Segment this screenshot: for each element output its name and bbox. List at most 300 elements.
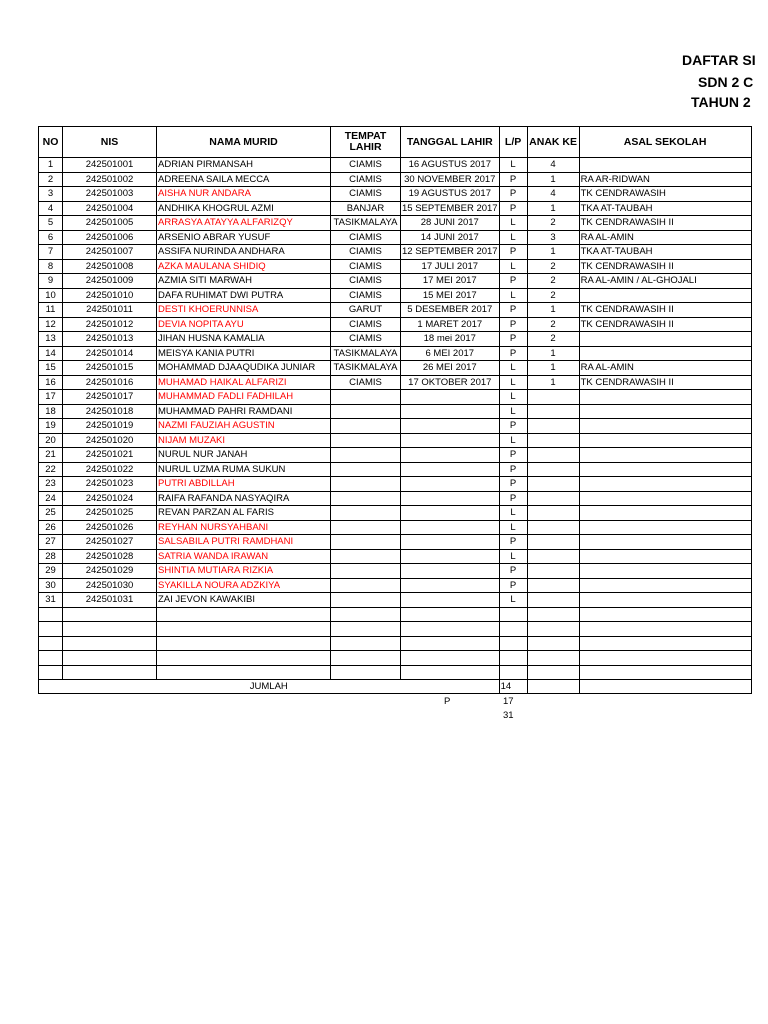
cell-nama: SATRIA WANDA IRAWAN	[157, 549, 331, 564]
empty-cell	[39, 636, 63, 651]
cell-tanggal-lahir: 17 OKTOBER 2017	[401, 375, 500, 390]
cell-lp: P	[499, 477, 527, 492]
empty-cell	[527, 651, 579, 666]
empty-cell	[331, 665, 401, 680]
empty-cell	[579, 651, 751, 666]
cell-asal-sekolah	[579, 593, 751, 608]
cell-tanggal-lahir: 16 AGUSTUS 2017	[401, 158, 500, 173]
table-row	[39, 201, 752, 216]
cell-nis: 242501025	[63, 506, 157, 521]
table-row	[39, 346, 752, 361]
cell-asal-sekolah	[579, 506, 751, 521]
cell-no: 2	[39, 172, 63, 187]
cell-anak-ke	[527, 564, 579, 579]
cell-nama: SYAKILLA NOURA ADZKIYA	[157, 578, 331, 593]
cell-no: 31	[39, 593, 63, 608]
empty-cell	[157, 651, 331, 666]
cell-no: 3	[39, 187, 63, 202]
cell-no: 15	[39, 361, 63, 376]
header-no: NO	[39, 127, 63, 158]
empty-cell	[331, 636, 401, 651]
cell-tempat-lahir: CIAMIS	[331, 274, 401, 289]
cell-anak-ke	[527, 578, 579, 593]
cell-nama: MUHAMAD HAIKAL ALFARIZI	[157, 375, 331, 390]
cell-tanggal-lahir	[401, 593, 500, 608]
cell-asal-sekolah	[579, 578, 751, 593]
cell-anak-ke: 2	[527, 317, 579, 332]
table-row	[39, 375, 752, 390]
cell-asal-sekolah: TKA AT-TAUBAH	[579, 245, 751, 260]
empty-cell	[63, 651, 157, 666]
table-row	[39, 520, 752, 535]
jumlah-l-count: 14	[499, 680, 527, 694]
cell-lp: P	[499, 491, 527, 506]
cell-tanggal-lahir	[401, 506, 500, 521]
cell-nama: MUHAMMAD FADLI FADHILAH	[157, 390, 331, 405]
cell-tanggal-lahir: 18 mei 2017	[401, 332, 500, 347]
cell-tempat-lahir	[331, 491, 401, 506]
cell-tanggal-lahir: 26 MEI 2017	[401, 361, 500, 376]
cell-anak-ke	[527, 448, 579, 463]
cell-no: 29	[39, 564, 63, 579]
empty-cell	[527, 665, 579, 680]
cell-nis: 242501017	[63, 390, 157, 405]
cell-anak-ke: 2	[527, 288, 579, 303]
cell-asal-sekolah	[579, 520, 751, 535]
cell-nama: ASSIFA NURINDA ANDHARA	[157, 245, 331, 260]
cell-asal-sekolah	[579, 477, 751, 492]
cell-nama: AZKA MAULANA SHIDIQ	[157, 259, 331, 274]
cell-anak-ke	[527, 404, 579, 419]
cell-tanggal-lahir	[401, 404, 500, 419]
cell-tempat-lahir	[331, 549, 401, 564]
cell-asal-sekolah: RA AR-RIDWAN	[579, 172, 751, 187]
jumlah-label: JUMLAH	[39, 680, 500, 694]
table-row	[39, 535, 752, 550]
cell-lp: P	[499, 303, 527, 318]
cell-asal-sekolah: TK CENDRAWASIH II	[579, 259, 751, 274]
empty-cell	[499, 607, 527, 622]
header-nama-murid: NAMA MURID	[157, 127, 331, 158]
empty-cell	[157, 636, 331, 651]
cell-tempat-lahir: CIAMIS	[331, 288, 401, 303]
cell-tanggal-lahir: 19 AGUSTUS 2017	[401, 187, 500, 202]
empty-cell	[401, 651, 500, 666]
cell-nis: 242501011	[63, 303, 157, 318]
cell-nama: MOHAMMAD DJAAQUDIKA JUNIAR	[157, 361, 331, 376]
cell-tanggal-lahir	[401, 564, 500, 579]
header-nis: NIS	[63, 127, 157, 158]
empty-cell	[527, 607, 579, 622]
cell-lp: L	[499, 404, 527, 419]
p-label: P	[444, 696, 451, 707]
cell-tempat-lahir: TASIKMALAYA	[331, 216, 401, 231]
cell-nis: 242501024	[63, 491, 157, 506]
cell-no: 22	[39, 462, 63, 477]
cell-nis: 242501012	[63, 317, 157, 332]
cell-nama: REVAN PARZAN AL FARIS	[157, 506, 331, 521]
cell-anak-ke	[527, 433, 579, 448]
cell-tempat-lahir	[331, 564, 401, 579]
cell-nama: MEISYA KANIA PUTRI	[157, 346, 331, 361]
empty-cell	[579, 622, 751, 637]
cell-asal-sekolah: TKA AT-TAUBAH	[579, 201, 751, 216]
cell-anak-ke: 1	[527, 172, 579, 187]
cell-anak-ke	[527, 477, 579, 492]
cell-no: 23	[39, 477, 63, 492]
cell-anak-ke: 2	[527, 274, 579, 289]
cell-lp: P	[499, 578, 527, 593]
cell-anak-ke: 1	[527, 361, 579, 376]
cell-tanggal-lahir	[401, 549, 500, 564]
cell-nama: ANDHIKA KHOGRUL AZMI	[157, 201, 331, 216]
cell-lp: L	[499, 288, 527, 303]
table-row	[39, 187, 752, 202]
p-count: 17	[503, 696, 514, 707]
empty-cell	[63, 607, 157, 622]
empty-cell	[157, 622, 331, 637]
cell-tempat-lahir	[331, 506, 401, 521]
cell-nama: RAIFA RAFANDA NASYAQIRA	[157, 491, 331, 506]
cell-asal-sekolah	[579, 491, 751, 506]
table-row	[39, 506, 752, 521]
cell-nama: DEVIA NOPITA AYU	[157, 317, 331, 332]
cell-nis: 242501021	[63, 448, 157, 463]
cell-nis: 242501019	[63, 419, 157, 434]
header-anak-ke: ANAK KE	[527, 127, 579, 158]
cell-asal-sekolah	[579, 346, 751, 361]
table-row	[39, 361, 752, 376]
cell-no: 26	[39, 520, 63, 535]
cell-tanggal-lahir: 12 SEPTEMBER 2017	[402, 246, 498, 258]
empty-row	[39, 651, 752, 666]
empty-row	[39, 665, 752, 680]
cell-nama: SHINTIA MUTIARA RIZKIA	[157, 564, 331, 579]
cell-tanggal-lahir: 15 SEPTEMBER 2017	[402, 202, 498, 214]
cell-nis: 242501027	[63, 535, 157, 550]
cell-nis: 242501028	[63, 549, 157, 564]
empty-cell	[63, 665, 157, 680]
cell-tempat-lahir: GARUT	[331, 303, 401, 318]
cell-asal-sekolah	[579, 462, 751, 477]
empty-cell	[401, 622, 500, 637]
cell-asal-sekolah	[579, 332, 751, 347]
cell-tempat-lahir	[331, 448, 401, 463]
empty-row	[39, 636, 752, 651]
empty-cell	[63, 622, 157, 637]
empty-cell	[401, 636, 500, 651]
cell-tanggal-lahir: 17 JULI 2017	[401, 259, 500, 274]
total-count: 31	[503, 710, 514, 721]
empty-cell	[331, 622, 401, 637]
table-row	[39, 245, 752, 260]
cell-anak-ke	[527, 520, 579, 535]
table-row	[39, 448, 752, 463]
cell-no: 5	[39, 216, 63, 231]
cell-tempat-lahir	[331, 520, 401, 535]
table-row	[39, 433, 752, 448]
table-row	[39, 564, 752, 579]
cell-anak-ke: 1	[527, 346, 579, 361]
cell-tempat-lahir: BANJAR	[331, 201, 401, 216]
empty-cell	[39, 665, 63, 680]
cell-nis: 242501031	[63, 593, 157, 608]
cell-tempat-lahir	[331, 462, 401, 477]
cell-no: 9	[39, 274, 63, 289]
cell-anak-ke: 1	[527, 303, 579, 318]
cell-lp: L	[499, 506, 527, 521]
cell-lp: P	[499, 274, 527, 289]
table-row	[39, 491, 752, 506]
empty-row	[39, 622, 752, 637]
cell-no: 12	[39, 317, 63, 332]
cell-nama: REYHAN NURSYAHBANI	[157, 520, 331, 535]
header-tanggal-lahir: TANGGAL LAHIR	[401, 127, 500, 158]
table-row	[39, 172, 752, 187]
empty-cell	[499, 622, 527, 637]
cell-nis: 242501002	[63, 172, 157, 187]
cell-tanggal-lahir: 5 DESEMBER 2017	[401, 303, 500, 318]
empty-cell	[499, 651, 527, 666]
cell-lp: L	[499, 361, 527, 376]
cell-tempat-lahir	[331, 578, 401, 593]
cell-no: 17	[39, 390, 63, 405]
cell-asal-sekolah: TK CENDRAWASIH	[579, 187, 751, 202]
cell-lp: L	[499, 433, 527, 448]
table-row	[39, 317, 752, 332]
cell-tempat-lahir	[331, 477, 401, 492]
cell-nama: MUHAMMAD PAHRI RAMDANI	[157, 404, 331, 419]
cell-asal-sekolah	[579, 404, 751, 419]
cell-nis: 242501003	[63, 187, 157, 202]
table-row	[39, 578, 752, 593]
cell-lp: L	[499, 375, 527, 390]
cell-tanggal-lahir	[401, 433, 500, 448]
cell-lp: L	[499, 230, 527, 245]
empty-cell	[157, 607, 331, 622]
cell-lp: L	[499, 259, 527, 274]
cell-tempat-lahir: CIAMIS	[331, 245, 401, 260]
empty-cell	[499, 636, 527, 651]
table-row	[39, 404, 752, 419]
cell-anak-ke: 2	[527, 259, 579, 274]
header-lp: L/P	[499, 127, 527, 158]
cell-nama: SALSABILA PUTRI RAMDHANI	[157, 535, 331, 550]
cell-tanggal-lahir	[401, 535, 500, 550]
document-title: DAFTAR SI	[682, 52, 756, 68]
cell-no: 7	[39, 245, 63, 260]
cell-lp: P	[499, 245, 527, 260]
cell-nama: ARRASYA ATAYYA ALFARIZQY	[157, 216, 331, 231]
cell-tempat-lahir	[331, 404, 401, 419]
cell-nis: 242501008	[63, 259, 157, 274]
cell-lp: L	[499, 593, 527, 608]
table-row	[39, 549, 752, 564]
cell-no: 16	[39, 375, 63, 390]
cell-no: 21	[39, 448, 63, 463]
cell-nama: PUTRI ABDILLAH	[157, 477, 331, 492]
cell-anak-ke: 3	[527, 230, 579, 245]
cell-no: 14	[39, 346, 63, 361]
cell-lp: L	[499, 520, 527, 535]
cell-anak-ke: 1	[527, 245, 579, 260]
cell-anak-ke	[527, 390, 579, 405]
cell-tanggal-lahir: 30 NOVEMBER 2017	[401, 172, 500, 187]
cell-asal-sekolah	[579, 419, 751, 434]
cell-nama: DESTI KHOERUNNISA	[157, 303, 331, 318]
cell-no: 24	[39, 491, 63, 506]
cell-nis: 242501001	[63, 158, 157, 173]
cell-tempat-lahir: TASIKMALAYA	[331, 361, 401, 376]
cell-tanggal-lahir	[401, 448, 500, 463]
cell-tanggal-lahir	[401, 491, 500, 506]
table-row	[39, 230, 752, 245]
empty-cell	[39, 651, 63, 666]
cell-tempat-lahir	[331, 593, 401, 608]
cell-lp: P	[499, 317, 527, 332]
empty-cell	[527, 636, 579, 651]
cell-nama: JIHAN HUSNA KAMALIA	[157, 332, 331, 347]
cell-asal-sekolah: RA AL-AMIN / AL-GHOJALI	[579, 274, 751, 289]
jumlah-empty-cell	[579, 680, 751, 694]
cell-asal-sekolah	[579, 535, 751, 550]
cell-asal-sekolah: TK CENDRAWASIH II	[579, 375, 751, 390]
cell-asal-sekolah	[579, 448, 751, 463]
cell-no: 25	[39, 506, 63, 521]
empty-cell	[63, 636, 157, 651]
empty-cell	[157, 665, 331, 680]
cell-lp: P	[499, 172, 527, 187]
cell-anak-ke	[527, 462, 579, 477]
cell-no: 13	[39, 332, 63, 347]
cell-tempat-lahir: CIAMIS	[331, 259, 401, 274]
cell-no: 1	[39, 158, 63, 173]
cell-lp: P	[499, 332, 527, 347]
cell-asal-sekolah	[579, 433, 751, 448]
cell-tanggal-lahir: 6 MEI 2017	[401, 346, 500, 361]
cell-nama: AISHA NUR ANDARA	[157, 187, 331, 202]
cell-anak-ke: 4	[527, 187, 579, 202]
cell-tanggal-lahir: 17 MEI 2017	[401, 274, 500, 289]
cell-anak-ke: 2	[527, 216, 579, 231]
empty-cell	[39, 607, 63, 622]
cell-tempat-lahir: CIAMIS	[331, 230, 401, 245]
cell-nama: NIJAM MUZAKI	[157, 433, 331, 448]
jumlah-row	[39, 680, 752, 694]
cell-anak-ke: 1	[527, 201, 579, 216]
cell-lp: L	[499, 158, 527, 173]
cell-tanggal-lahir	[401, 462, 500, 477]
cell-lp: P	[499, 187, 527, 202]
cell-anak-ke	[527, 419, 579, 434]
cell-tempat-lahir: CIAMIS	[331, 332, 401, 347]
cell-anak-ke	[527, 491, 579, 506]
cell-no: 6	[39, 230, 63, 245]
cell-nama: ADRIAN PIRMANSAH	[157, 158, 331, 173]
cell-asal-sekolah	[579, 158, 751, 173]
cell-no: 11	[39, 303, 63, 318]
table-row	[39, 593, 752, 608]
cell-no: 27	[39, 535, 63, 550]
cell-nis: 242501014	[63, 346, 157, 361]
empty-cell	[39, 622, 63, 637]
cell-lp: P	[499, 346, 527, 361]
cell-asal-sekolah	[579, 288, 751, 303]
cell-lp: L	[499, 549, 527, 564]
cell-tanggal-lahir	[401, 419, 500, 434]
jumlah-empty-cell	[527, 680, 579, 694]
cell-asal-sekolah: TK CENDRAWASIH II	[579, 317, 751, 332]
cell-tanggal-lahir: 28 JUNI 2017	[401, 216, 500, 231]
empty-cell	[579, 665, 751, 680]
cell-nis: 242501022	[63, 462, 157, 477]
empty-cell	[401, 607, 500, 622]
cell-tempat-lahir	[331, 433, 401, 448]
table-row	[39, 462, 752, 477]
cell-tempat-lahir: CIAMIS	[331, 158, 401, 173]
cell-lp: L	[499, 390, 527, 405]
cell-no: 30	[39, 578, 63, 593]
cell-nama: ADREENA SAILA MECCA	[157, 172, 331, 187]
cell-tanggal-lahir	[401, 477, 500, 492]
cell-tanggal-lahir: 1 MARET 2017	[401, 317, 500, 332]
cell-nis: 242501016	[63, 375, 157, 390]
cell-no: 8	[39, 259, 63, 274]
cell-tanggal-lahir	[401, 578, 500, 593]
cell-tempat-lahir	[331, 390, 401, 405]
empty-cell	[499, 665, 527, 680]
table-row	[39, 259, 752, 274]
cell-anak-ke: 1	[527, 375, 579, 390]
cell-no: 28	[39, 549, 63, 564]
cell-tanggal-lahir	[401, 390, 500, 405]
school-name: SDN 2 C	[698, 74, 754, 90]
cell-nis: 242501030	[63, 578, 157, 593]
cell-nama: NURUL NUR JANAH	[157, 448, 331, 463]
cell-anak-ke	[527, 593, 579, 608]
cell-tanggal-lahir: 15 MEI 2017	[401, 288, 500, 303]
cell-anak-ke	[527, 549, 579, 564]
cell-tempat-lahir: CIAMIS	[331, 317, 401, 332]
student-table	[38, 126, 752, 694]
cell-asal-sekolah: TK CENDRAWASIH II	[579, 303, 751, 318]
empty-cell	[331, 651, 401, 666]
cell-tanggal-lahir	[401, 520, 500, 535]
cell-nama: ZAI JEVON KAWAKIBI	[157, 593, 331, 608]
cell-lp: P	[499, 419, 527, 434]
cell-nis: 242501015	[63, 361, 157, 376]
cell-anak-ke: 4	[527, 158, 579, 173]
cell-anak-ke: 2	[527, 332, 579, 347]
cell-anak-ke	[527, 535, 579, 550]
cell-tempat-lahir: CIAMIS	[331, 375, 401, 390]
table-row	[39, 477, 752, 492]
cell-lp: P	[499, 564, 527, 579]
empty-cell	[527, 622, 579, 637]
table-row	[39, 274, 752, 289]
header-tempat-lahir: TEMPAT LAHIR	[331, 127, 401, 158]
cell-asal-sekolah	[579, 549, 751, 564]
cell-no: 20	[39, 433, 63, 448]
cell-tempat-lahir: CIAMIS	[331, 172, 401, 187]
cell-nis: 242501029	[63, 564, 157, 579]
cell-nama: ARSENIO ABRAR YUSUF	[157, 230, 331, 245]
cell-no: 18	[39, 404, 63, 419]
cell-no: 19	[39, 419, 63, 434]
empty-cell	[331, 607, 401, 622]
cell-nis: 242501005	[63, 216, 157, 231]
cell-anak-ke	[527, 506, 579, 521]
